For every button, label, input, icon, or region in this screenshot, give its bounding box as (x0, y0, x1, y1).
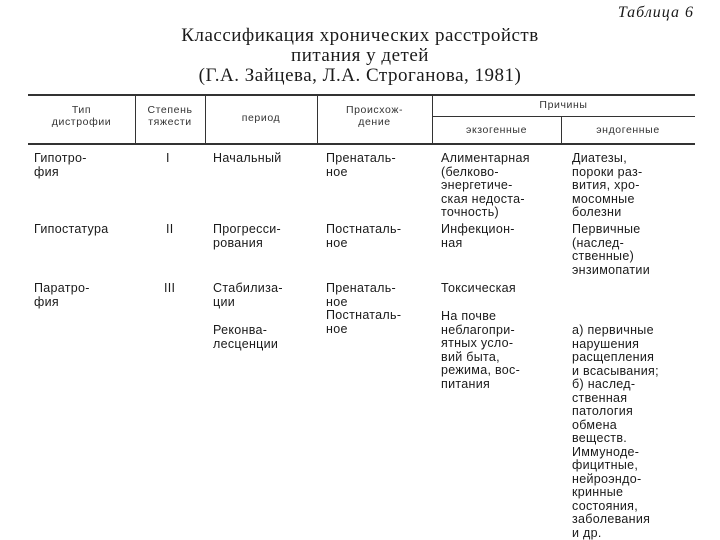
row-3-exogenous-2: На почве неблагопри- ятных усло- вий быта, режима, вос- питания (441, 309, 521, 391)
title-line-3: (Г.А. Зайцева, Л.А. Строганова, 1981) (198, 65, 522, 86)
row-1-origin: Пренаталь- ное (326, 151, 396, 179)
row-2-degree: II (166, 222, 174, 236)
table-number-label: Таблица 6 (617, 4, 694, 21)
row-3-origin: Пренаталь- ное Постнаталь- ное (326, 281, 402, 336)
causes-divider-rule (432, 116, 695, 117)
row-2-exogenous: Инфекцион- ная (441, 222, 515, 250)
table-title (0, 26, 720, 86)
row-1-exogenous: Алиментарная (белково- энергетиче- ская недоста- точность) (441, 151, 530, 219)
header-causes: Причины (539, 99, 588, 111)
title-line-2: питания у детей (291, 45, 429, 66)
row-3-period-2: Реконва- лесценции (213, 323, 279, 351)
row-3-endogenous: а) первичные нарушения расщепления и всасывания; б) наслед- ственная патология обмена веществ. Иммуноде- фицитные, нейроэндо- кринные состояния, заболевания и др. (572, 323, 659, 540)
row-3-exogenous: Токсическая (441, 281, 516, 295)
row-2-type: Гипостатура (34, 222, 109, 236)
row-1-degree: I (166, 151, 170, 165)
row-3-degree: III (164, 281, 176, 295)
header-exogenous: экзогенные (465, 124, 528, 136)
row-3-type: Паратро- фия (34, 281, 90, 309)
header-endogenous: эндогенные (596, 124, 660, 136)
header-degree: Степень тяжести (147, 104, 193, 128)
table-top-rule (28, 94, 695, 96)
row-2-origin: Постнаталь- ное (326, 222, 402, 250)
header-bottom-rule (28, 143, 695, 145)
row-2-endogenous: Первичные (наслед- ственные) энзимопатии (572, 222, 650, 277)
row-1-type: Гипотро- фия (34, 151, 87, 179)
row-3-period: Стабилиза- ции (213, 281, 283, 309)
row-1-endogenous: Диатезы, пороки раз- вития, хро- мосомные болезни (572, 151, 643, 219)
row-2-period: Прогресси- рования (213, 222, 281, 250)
title-line-1: Классификация хронических расстройств (181, 25, 539, 46)
header-type: Тип дистрофии (51, 104, 112, 128)
row-1-period: Начальный (213, 151, 282, 165)
header-period: период (241, 112, 281, 124)
header-origin: Происхож- дение (345, 104, 404, 128)
